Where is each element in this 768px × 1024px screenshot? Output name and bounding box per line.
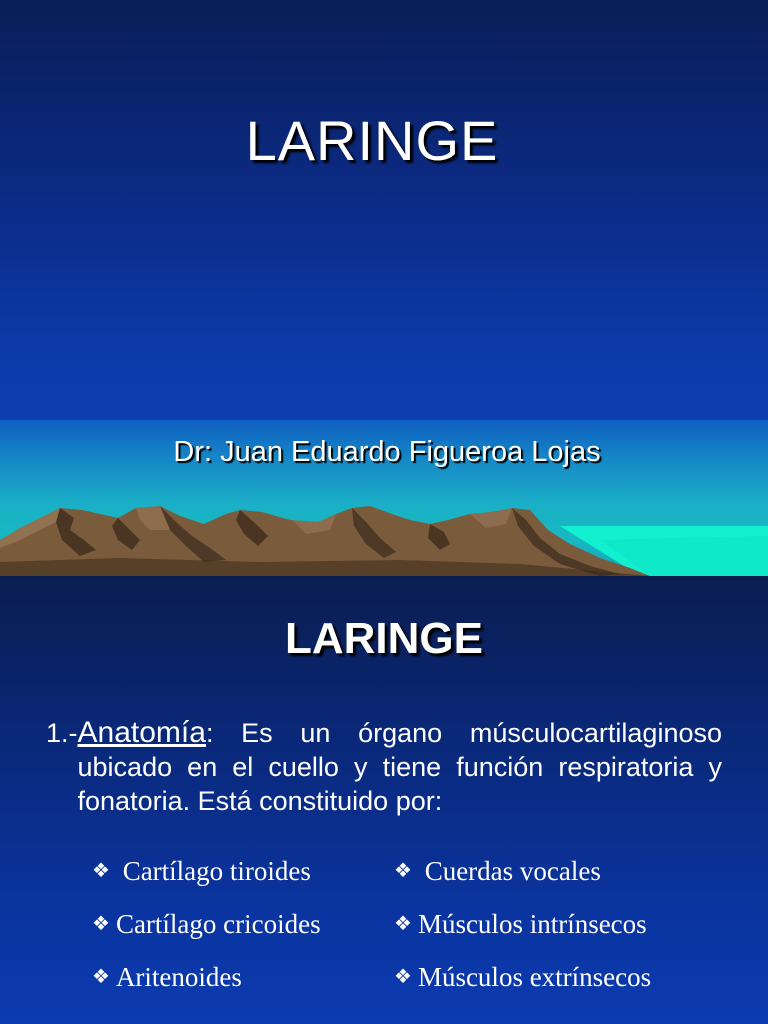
- bullet-text: Cartílago tiroides: [115, 856, 311, 886]
- paragraph-body: [78, 716, 722, 818]
- mountain-range-illustration: [0, 500, 768, 576]
- heading-colon: :: [205, 718, 214, 748]
- list-item: [92, 962, 242, 993]
- content-slide: [0, 576, 768, 1024]
- list-item: [394, 909, 647, 940]
- diamond-bullet-icon: ❖: [394, 860, 412, 882]
- anatomy-heading: Anatomía: [77, 716, 206, 749]
- diamond-bullet-icon: ❖: [92, 860, 110, 882]
- slide-title: LARINGE: [245, 109, 499, 172]
- bullet-text: Cartílago cricoides: [115, 909, 321, 939]
- list-number: 1.-: [46, 718, 78, 748]
- author-name: Dr: Juan Eduardo Figueroa Lojas: [173, 436, 601, 468]
- list-item: [394, 962, 651, 993]
- bullet-text: Aritenoides: [115, 962, 242, 992]
- paragraph-text: Es un órgano músculocartilaginoso ubicado en el cuello y tiene función respiratoria y fonatoria. Está constituido por:: [77, 718, 722, 816]
- bullet-text: Cuerdas vocales: [417, 856, 601, 886]
- list-item: [92, 856, 311, 887]
- diamond-bullet-icon: ❖: [394, 966, 412, 988]
- bullet-text: Músculos intrínsecos: [417, 909, 647, 939]
- diamond-bullet-icon: ❖: [92, 966, 110, 988]
- diamond-bullet-icon: ❖: [394, 913, 412, 935]
- diamond-bullet-icon: ❖: [92, 913, 110, 935]
- anatomy-paragraph: [46, 716, 722, 818]
- bullet-text: Músculos extrínsecos: [417, 962, 652, 992]
- content-title: LARINGE: [285, 614, 483, 663]
- list-item: [92, 909, 321, 940]
- list-item: [394, 856, 601, 887]
